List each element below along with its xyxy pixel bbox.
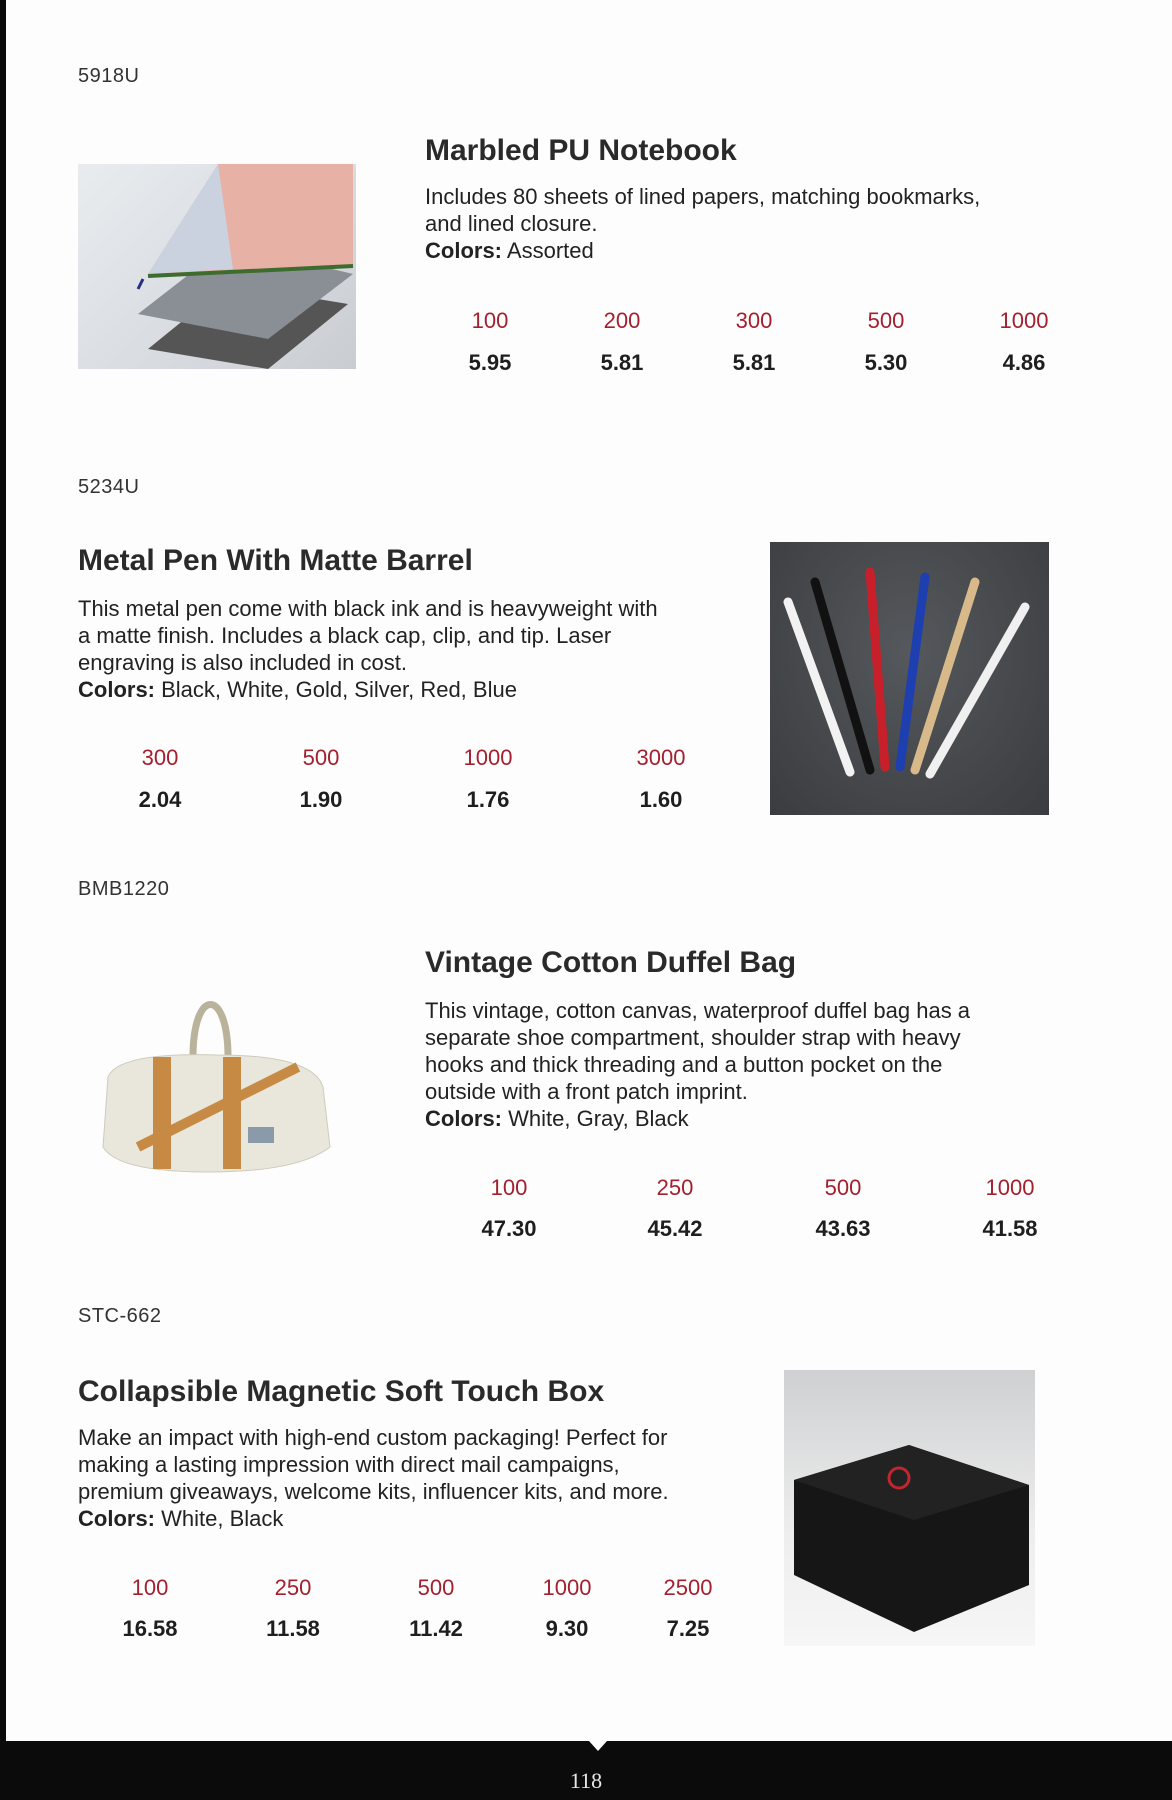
tier-price: 16.58	[122, 1616, 178, 1641]
tier-quantity: 100	[471, 308, 509, 333]
colors-value: Black, White, Gold, Silver, Red, Blue	[161, 677, 517, 702]
product-image-box	[784, 1370, 1035, 1646]
tier-quantity: 250	[656, 1175, 694, 1200]
product-description: Includes 80 sheets of lined papers, matching bookmarks, and lined closure. Colors: Assorted	[425, 184, 981, 263]
colors-value: White, Gray, Black	[508, 1106, 689, 1131]
tier-quantity: 1000	[463, 745, 513, 770]
tier-price: 7.25	[666, 1616, 710, 1641]
colors-label: Colors:	[78, 677, 155, 702]
tier-price: 2.04	[138, 787, 182, 812]
product-image-pens	[770, 542, 1049, 815]
tier-price: 9.30	[545, 1616, 589, 1641]
tier-price: 1.76	[466, 787, 510, 812]
product-image-duffel-bag	[98, 987, 333, 1182]
footer-notch	[589, 1741, 607, 1751]
product-title: Vintage Cotton Duffel Bag	[425, 946, 797, 979]
tier-price: 11.58	[266, 1616, 320, 1641]
tier-quantity: 500	[824, 1175, 862, 1200]
product-title: Metal Pen With Matte Barrel	[78, 544, 473, 577]
colors-label: Colors:	[425, 238, 502, 263]
tier-price: 5.81	[732, 350, 776, 375]
tier-quantity: 500	[417, 1575, 455, 1600]
product-code: BMB1220	[78, 878, 170, 900]
product-title: Marbled PU Notebook	[425, 134, 737, 167]
tier-quantity: 1000	[985, 1175, 1035, 1200]
product-description: This vintage, cotton canvas, waterproof duffel bag has a separate shoe compartment, shoulder strap with heavy hooks and thick threading and a button pocket on the outside with a front patch imprint. Colors: White, Gray, Black	[425, 998, 971, 1131]
tier-quantity: 1000	[999, 308, 1049, 333]
tier-price: 5.95	[468, 350, 512, 375]
tier-price: 43.63	[815, 1216, 871, 1241]
colors-value: White, Black	[161, 1506, 284, 1531]
tier-quantity: 300	[141, 745, 179, 770]
colors-label: Colors:	[425, 1106, 502, 1131]
product-code: STC-662	[78, 1305, 162, 1327]
tier-price: 45.42	[647, 1216, 703, 1241]
tier-quantity: 200	[603, 308, 641, 333]
page-edge	[0, 0, 6, 1800]
tier-price: 4.86	[1002, 350, 1046, 375]
tier-price: 5.30	[864, 350, 908, 375]
tier-price: 5.81	[600, 350, 644, 375]
tier-quantity: 2500	[663, 1575, 713, 1600]
product-image-notebook	[78, 164, 356, 369]
product-description: Make an impact with high-end custom packaging! Perfect for making a lasting impression with direct mail campaigns, premium giveaways, welcome kits, influencer kits, and more. Colors: White, Black	[78, 1425, 669, 1531]
tier-quantity: 300	[735, 308, 773, 333]
tier-price: 41.58	[982, 1216, 1038, 1241]
tier-quantity: 100	[490, 1175, 528, 1200]
tier-quantity: 1000	[542, 1575, 592, 1600]
tier-quantity: 3000	[636, 745, 686, 770]
tier-price: 47.30	[481, 1216, 537, 1241]
product-code: 5234U	[78, 476, 140, 498]
tier-price: 1.90	[299, 787, 343, 812]
colors-label: Colors:	[78, 1506, 155, 1531]
product-description: This metal pen come with black ink and is heavyweight with a matte finish. Includes a black cap, clip, and tip. Laser engraving is also included in cost. Colors: Black, White, Gold, Silver, Red, Blue	[78, 596, 658, 702]
tier-price: 11.42	[409, 1616, 463, 1641]
colors-value: Assorted	[506, 238, 594, 263]
tier-price: 1.60	[639, 787, 683, 812]
tier-quantity: 500	[302, 745, 340, 770]
product-title: Collapsible Magnetic Soft Touch Box	[78, 1375, 605, 1408]
page-number: 118	[569, 1768, 603, 1793]
tier-quantity: 100	[131, 1575, 169, 1600]
tier-quantity: 250	[274, 1575, 312, 1600]
tier-quantity: 500	[867, 308, 905, 333]
product-code: 5918U	[78, 65, 140, 87]
